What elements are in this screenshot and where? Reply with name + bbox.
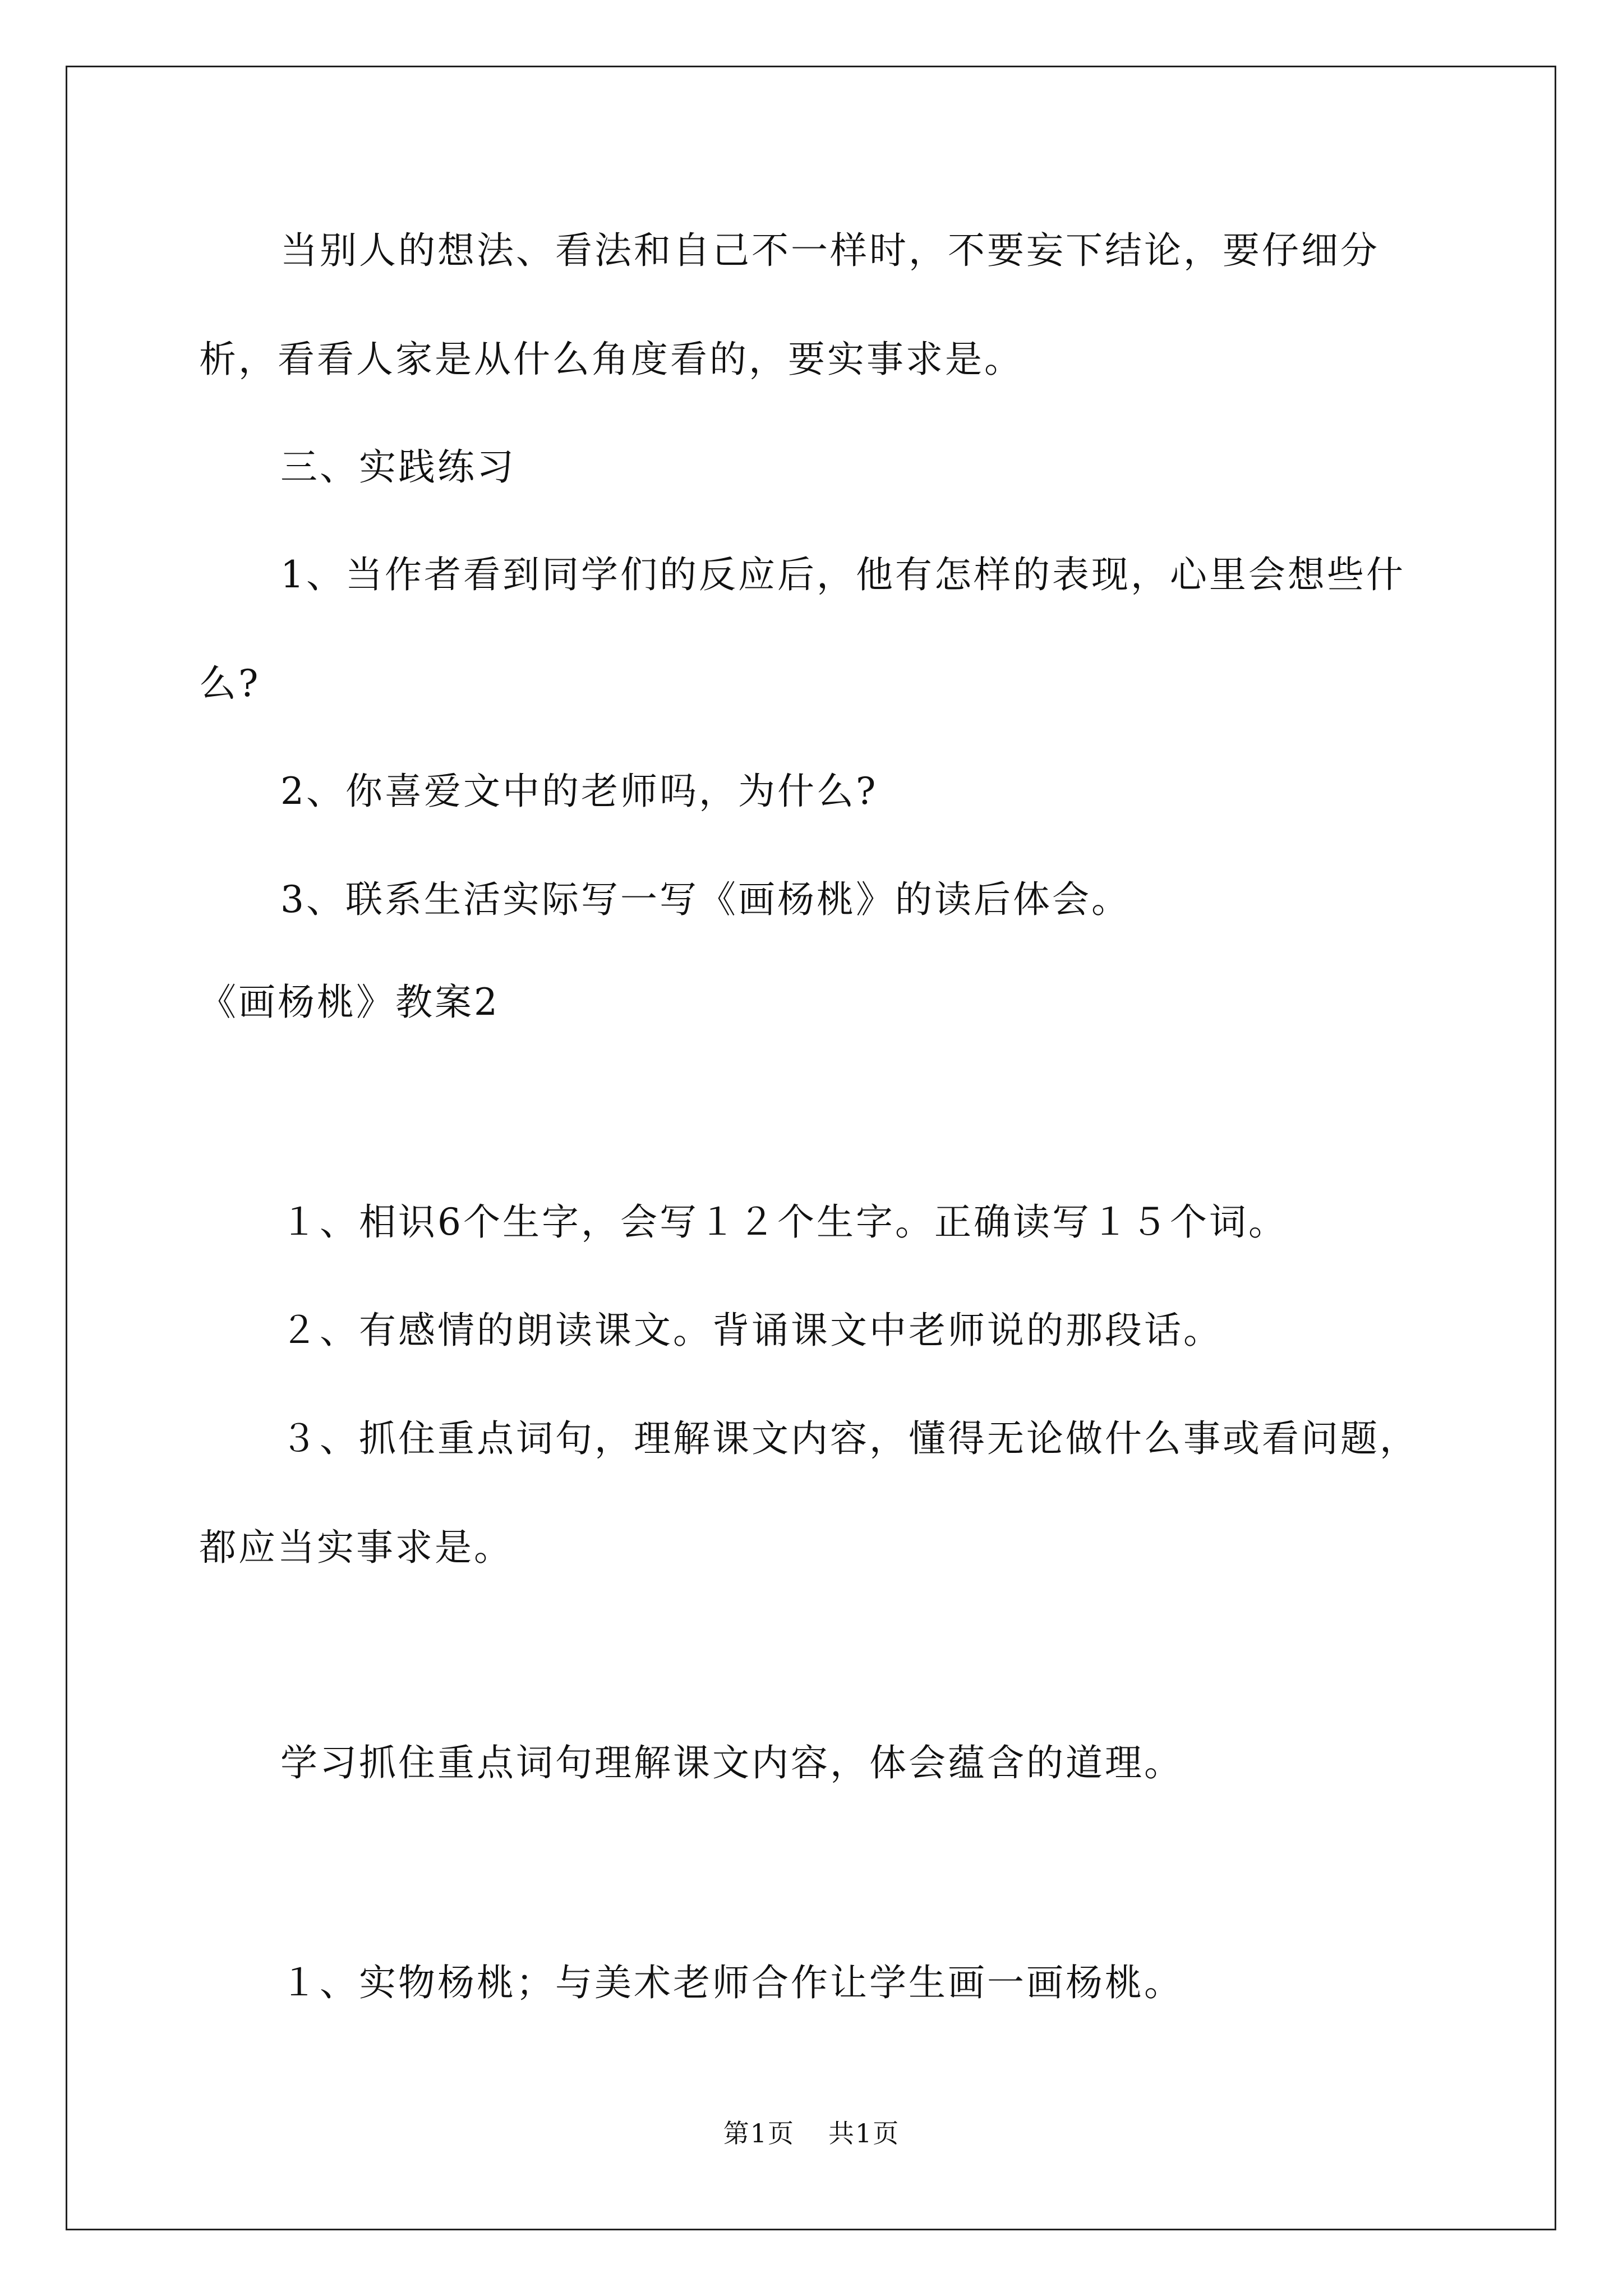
text-line-14: １、实物杨桃；与美术老师合作让学生画一画杨桃。 [280, 1961, 1183, 2004]
page-total: 共1页 [828, 2118, 900, 2148]
text-line-7: 3、联系生活实际写一写《画杨桃》的读后体会。 [280, 878, 1131, 921]
text-line-2: 析，看看人家是从什么角度看的，要实事求是。 [199, 338, 1023, 381]
text-line-12: 都应当实事求是。 [199, 1526, 513, 1569]
section-heading: 《画杨桃》教案2 [199, 981, 500, 1024]
page-border [66, 66, 1556, 2230]
page-footer [0, 2120, 1623, 2146]
text-line-10: ２、有感情的朗读课文。背诵课文中老师说的那段话。 [280, 1309, 1223, 1352]
text-line-4: 1、当作者看到同学们的反应后，他有怎样的表现，心里会想些什 [280, 553, 1405, 596]
page-number: 第1页 [723, 2118, 795, 2148]
text-line-13: 学习抓住重点词句理解课文内容，体会蕴含的道理。 [280, 1741, 1183, 1784]
text-line-1: 当别人的想法、看法和自己不一样时，不要妄下结论，要仔细分 [280, 229, 1380, 272]
text-line-9: １、相识6个生字，会写１２个生字。正确读写１５个词。 [280, 1200, 1288, 1244]
text-line-3: 三、实践练习 [280, 445, 516, 489]
text-line-6: 2、你喜爱文中的老师吗，为什么? [280, 770, 878, 813]
text-line-5: 么? [199, 662, 261, 705]
text-line-11: ３、抓住重点词句，理解课文内容，懂得无论做什么事或看问题， [280, 1417, 1419, 1460]
